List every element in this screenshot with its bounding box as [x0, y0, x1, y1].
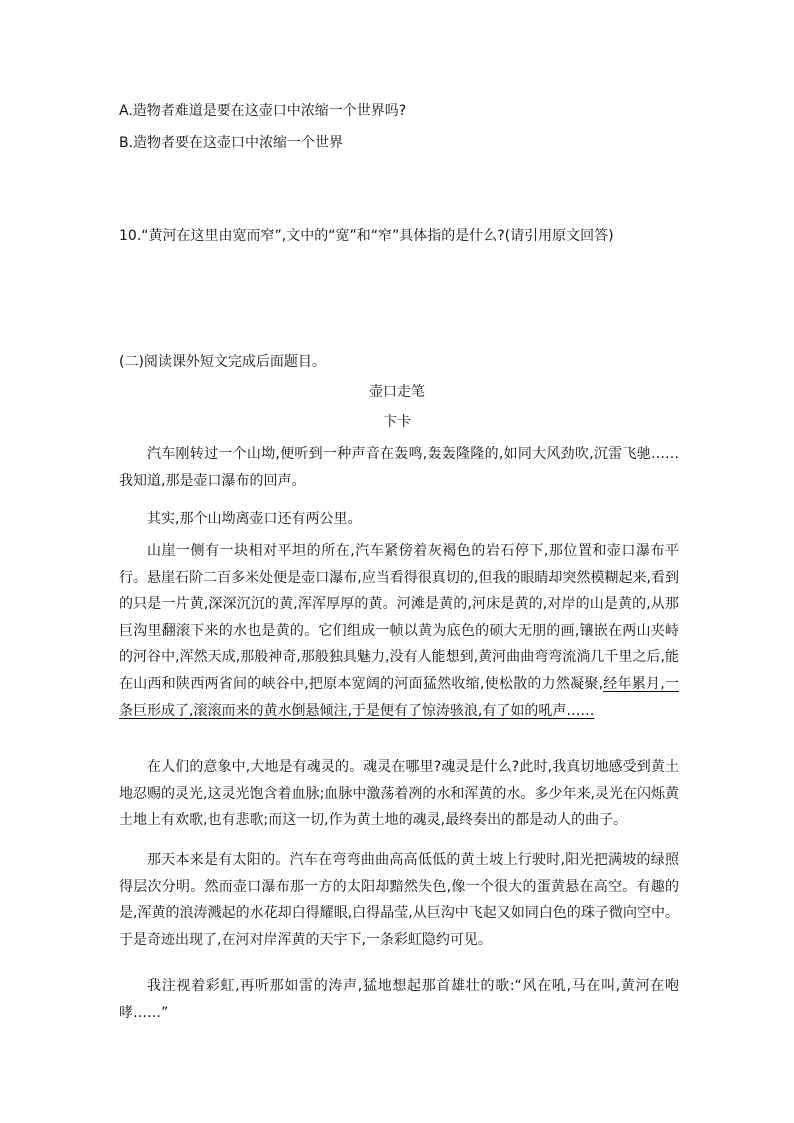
paragraph-5: 那天本来是有太阳的。汽车在弯弯曲曲高高低低的黄土坡上行驶时,阳光把满坡的绿照得层次分明。然而壶口瀑布那一方的太阳却黯然失色,像一个很大的蛋黄悬在高空。有趣的是,浑黄的浪涛溅起的水花却白得耀眼,白得晶莹,从巨沟中飞起又如同白色的珠子微向空中。于是奇迹出现了,在河对岸浑黄的天宇下,一条彩虹隐约可见。	[119, 852, 679, 948]
paragraph-3	[119, 538, 679, 724]
paragraph-1: 汽车刚转过一个山坳,便听到一种声音在轰鸣,轰轰隆隆的,如同大风劲吹,沉雷飞驰……我知道,那是壶口瀑布的回声。	[119, 446, 679, 489]
paragraph-2: 其实,那个山坳离壶口还有两公里。	[147, 511, 362, 527]
question-9-option-a: A.造物者难道是要在这壶口中浓缩一个世界吗?	[119, 103, 407, 119]
question-10: 10.“黄河在这里由宽而窄”,文中的“宽”和“窄”具体指的是什么?(请引用原文回答)	[119, 228, 614, 244]
paragraph-4: 在人们的意象中,大地是有魂灵的。魂灵在哪里?魂灵是什么?此时,我真切地感受到黄土地忍赐的灵光,这灵光饱含着血脉;血脉中激荡着冽的水和浑黄的水。多少年来,灵光在闪烁黄土地上有欢歌,也有悲歌;而这一切,作为黄土地的魂灵,最终奏出的都是动人的曲子。	[119, 759, 679, 829]
question-9-option-b: B.造物者要在这壶口中浓缩一个世界	[119, 135, 344, 151]
article-title: 壶口走笔	[369, 384, 425, 400]
paragraph-3-underlined: 经年累月,一条巨形成了,滚滚而来的黄水倒悬倾注,于是便有了惊涛骇浪,有了如的吼声……	[119, 675, 679, 719]
paragraph-6: 我注视着彩虹,再听那如雷的涛声,猛地想起那首雄壮的歌:“风在吼,马在叫,黄河在咆哮……”	[119, 978, 679, 1021]
section-heading: (二)阅读课外短文完成后面题目。	[119, 354, 326, 370]
article-author: 卞卡	[383, 414, 411, 430]
paragraph-3-text: 山崖一侧有一块相对平坦的所在,汽车紧傍着灰褐色的岩石停下,那位置和壶口瀑布平行。悬崖石阶二百多米处便是壶口瀑布,应当看得很真切的,但我的眼睛却突然模糊起来,看到的只是一片黄,深深沉沉的黄,浑浑厚厚的黄。河滩是黄的,河床是黄的,对岸的山是黄的,从那巨沟里翻滚下来的水也是黄的。它们组成一帧以黄为底色的硕大无朋的画,镶嵌在两山夹峙的河谷中,浑然天成,那般神奇,那般独具魅力,没有人能想到,黄河曲曲弯弯流淌几千里之后,能在山西和陕西两省间的峡谷中,把原本宽阔的河面猛然收缩,使松散的力然凝聚,	[119, 543, 679, 692]
